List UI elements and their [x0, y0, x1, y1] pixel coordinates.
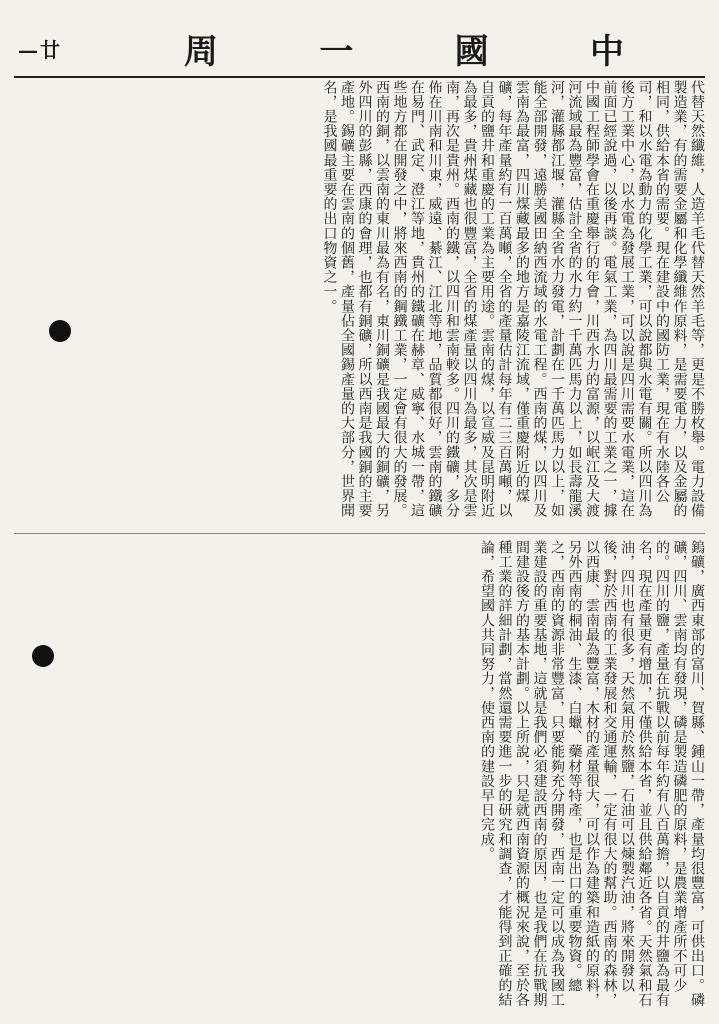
- article-paragraph-top: 代替天然纖維，人造羊毛代替天然羊毛等，更是不勝枚舉。電力設備製造業，有的需要金屬和化學纖維作原料，是需要電力，以及金屬的相同，供給本省的需要。現在建設中的國防工業，現在有水陸各公司，和以水電為動力的化學工業，可以說都與水電有關。所以四川為後方工業中心，以水電為發展工業，可以說是四川需要水電業，這在前面已經說過，以後再談。電氣工業，為四川最需要的工業之一，據中國工程師學會在重慶舉行的年會，川西水力的富源，以岷江及大渡河流域最為豐富，估計全省的水力約一千萬匹馬力以上，如長壽龍溪河，灌縣都江堰，灌縣全省水力發電，計劃在一千萬匹馬力以上，如能全部開發，遠勝美國田納西流域的水電工程。西南的煤，以四川及雲南為最富，四川煤藏最多的地方是嘉陵江流域，僅重慶附近的煤礦，每年產量約有一百萬噸，全省的產量估計每年有二三百萬噸，以自貢的鹽井和重慶的工業為主要用途。雲南的煤，以宣威及昆明附近為最多，貴州煤藏也很豐富，全省的煤產量以四川為最多，其次是雲南，再次是貴州。西南的鐵，以四川和雲南較多。四川的鐵礦，多分佈在川南和川東，威遠、綦江、江北等地，品質都很好，雲南的鐵礦在易門、武定、澄江等地，貴州的鐵礦在赫章、威寧、水城一帶，這些地方都在開發之中，將來西南的鋼鐵工業，一定會有很大的發展。西南的銅，以雲南的東川最為有名，東川銅礦是我國最大的銅礦，另外四川的彭縣，西康的會理，也都有銅礦，所以西南是我國銅的主要產地。錫礦主要在雲南的個舊，產量佔全國錫產量的大部分，世界聞名，是我國最重要的出口物資之一。: [321, 80, 705, 518]
- title-char-2: 一: [319, 32, 354, 72]
- title-char-1: 周: [184, 32, 218, 72]
- article-text-top: [14, 80, 705, 528]
- page-number: —廿: [18, 38, 62, 62]
- binding-hole: [49, 320, 71, 342]
- article-paragraph-bottom: 鎢礦，廣西東部的富川、賀縣、鍾山一帶，產量均很豐富，可供出口。磷礦，四川、雲南均有發現，磷是製造磷肥的原料，是農業增產所不可少的。四川的鹽，產量在抗戰以前每年約有八百萬擔，以自貢的井鹽為最有名，現在產量更有增加，不僅供給本省，並且供給鄰近各省。天然氣和石油，四川也有很多，天然氣用於熬鹽，石油可以煉製汽油，將來開發以後，對於西南的工業發展和交通運輸，一定有很大的幫助。西南的森林，以西康、雲南最為豐富，木材的產量很大，可以作為建築和造紙的原料，另外西南的桐油、生漆、白蠟、藥材等特產，也是出口的重要物資。總之，西南的資源非常豐富，只要能夠充分開發，西南一定可以成為我國工業建設的重要基地，這就是我們必須建設西南的原因，也是我們在抗戰期間建設後方的基本計劃。以上所說，只是就西南資源的概況來說，至於各種工業的詳細計劃，當然還需要進一步的研究和調查，才能得到正確的結論，希望國人共同努力，使西南的建設早日完成。: [479, 540, 705, 1008]
- article-text-bottom: [14, 540, 705, 1008]
- binding-hole: [32, 645, 54, 667]
- journal-title: [184, 24, 624, 73]
- section-divider: [14, 533, 705, 534]
- title-char-3: 國: [454, 32, 489, 72]
- title-char-4: 中: [589, 32, 624, 72]
- page-header: [14, 22, 705, 78]
